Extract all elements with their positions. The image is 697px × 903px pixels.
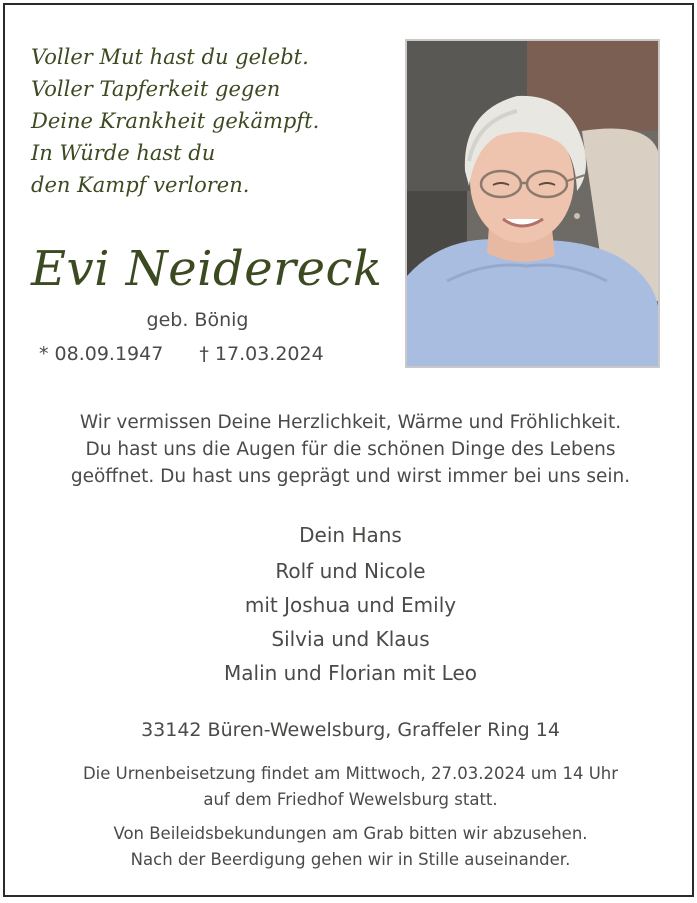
notice-line: auf dem Friedhof Wewelsburg statt.	[203, 790, 498, 809]
notice-line: Von Beileidsbekundungen am Grab bitten wir abzusehen.	[113, 824, 588, 843]
deceased-name: Evi Neidereck	[31, 241, 383, 297]
quote-line: Voller Mut hast du gelebt.	[31, 45, 309, 69]
tribute-line: geöffnet. Du hast uns geprägt und wirst immer bei uns sein.	[70, 466, 631, 487]
quote-line: In Würde hast du	[31, 141, 216, 165]
quote-line: Deine Krankheit gekämpft.	[31, 109, 320, 133]
tribute-text	[5, 409, 696, 490]
notice-spacer	[5, 813, 696, 821]
family-member: Rolf und Nicole	[275, 559, 426, 583]
family-address: 33142 Büren-Wewelsburg, Graffeler Ring 14	[141, 719, 560, 741]
family-member: Silvia und Klaus	[271, 627, 430, 651]
life-dates	[39, 343, 324, 365]
memorial-quote	[31, 41, 319, 201]
birth-name: geb. Bönig	[146, 309, 249, 331]
funeral-notice	[5, 761, 696, 873]
notice-line: Die Urnenbeisetzung findet am Mittwoch, 27.03.2024 um 14 Uhr	[82, 764, 619, 783]
tribute-line: Du hast uns die Augen für die schönen Dinge des Lebens	[85, 439, 616, 460]
family-member: mit Joshua und Emily	[244, 593, 457, 617]
family-member: Malin und Florian mit Leo	[224, 661, 477, 685]
portrait-photo	[405, 39, 660, 368]
portrait-photo-icon	[407, 41, 658, 366]
tribute-line: Wir vermissen Deine Herzlichkeit, Wärme und Fröhlichkeit.	[79, 412, 622, 433]
death-date: † 17.03.2024	[199, 343, 324, 365]
birth-date: * 08.09.1947	[39, 343, 164, 365]
quote-line: Voller Tapferkeit gegen	[31, 77, 281, 101]
obituary-card	[3, 3, 694, 897]
notice-line: Nach der Beerdigung gehen wir in Stille auseinander.	[130, 850, 571, 869]
quote-line: den Kampf verloren.	[31, 173, 250, 197]
family-member: Dein Hans	[299, 523, 402, 547]
family-signatures	[5, 517, 696, 689]
